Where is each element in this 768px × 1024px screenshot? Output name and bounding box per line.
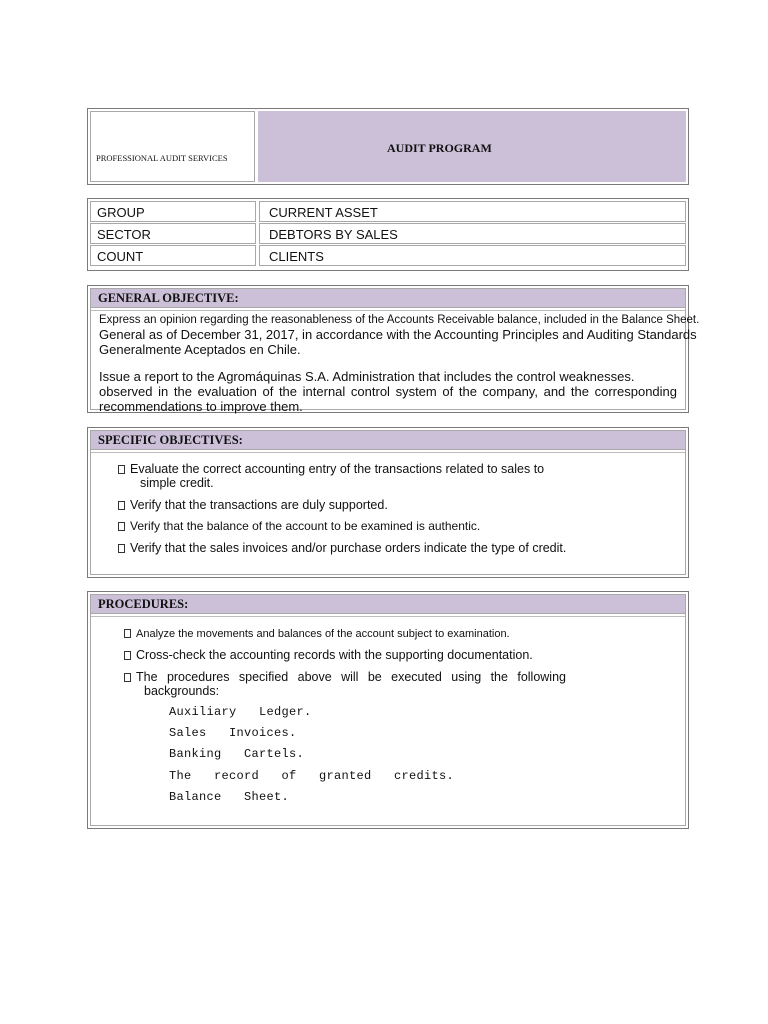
objective-text: Express an opinion regarding the reasonableness of the Accounts Receivable balance, included in the Balance Sheet.	[99, 314, 700, 326]
objective-text: Issue a report to the Agromáquinas S.A. Administration that includes the control weaknesses.	[99, 369, 635, 384]
general-objective-section	[87, 285, 700, 414]
background-item: Balance Sheet.	[169, 790, 290, 804]
company-cell	[90, 111, 255, 182]
background-item: Banking Cartels.	[169, 747, 305, 761]
section-content	[91, 452, 685, 574]
list-item: Verify that the balance of the account to be examined is authentic.	[118, 519, 480, 533]
title-cell	[258, 111, 686, 182]
info-label: GROUP	[90, 201, 256, 222]
list-item: Verify that the sales invoices and/or purchase orders indicate the type of credit.	[118, 541, 566, 555]
info-label: SECTOR	[90, 223, 256, 244]
info-row-count	[90, 245, 686, 266]
section-title: SPECIFIC OBJECTIVES:	[91, 431, 685, 450]
document-title: AUDIT PROGRAM	[387, 141, 492, 155]
info-row-group	[90, 201, 686, 222]
checkbox-square-icon	[118, 544, 125, 553]
background-item: The record of granted credits.	[169, 769, 455, 783]
objective-text: Generalmente Aceptados en Chile.	[99, 342, 301, 357]
list-item: Cross-check the accounting records with the supporting documentation.	[124, 648, 533, 662]
audit-header	[87, 108, 689, 185]
checkbox-square-icon	[118, 501, 125, 510]
objective-text: General as of December 31, 2017, in accordance with the Accounting Principles and Auditing Standards	[99, 327, 697, 342]
specific-objectives-section	[87, 427, 689, 578]
list-item: The procedures specified above will be executed using the following backgrounds:	[124, 670, 566, 698]
section-content	[91, 616, 685, 825]
info-value: CLIENTS	[259, 245, 686, 266]
list-item: Evaluate the correct accounting entry of the transactions related to sales to simple credit.	[118, 462, 573, 490]
checkbox-square-icon	[124, 629, 131, 638]
info-label: COUNT	[90, 245, 256, 266]
checkbox-square-icon	[124, 651, 131, 660]
checkbox-square-icon	[118, 465, 125, 474]
checkbox-square-icon	[124, 673, 131, 682]
info-value: CURRENT ASSET	[259, 201, 686, 222]
objective-text: observed in the evaluation of the internal control system of the company, and the corresponding	[99, 384, 677, 399]
background-item: Sales Invoices.	[169, 726, 297, 740]
objective-text: recommendations to improve them.	[99, 399, 303, 414]
section-title: PROCEDURES:	[91, 595, 685, 614]
info-row-sector	[90, 223, 686, 244]
info-value: DEBTORS BY SALES	[259, 223, 686, 244]
list-item: Analyze the movements and balances of the account subject to examination.	[124, 627, 510, 641]
section-title: GENERAL OBJECTIVE:	[91, 289, 685, 308]
background-item: Auxiliary Ledger.	[169, 705, 312, 719]
section-content	[91, 310, 700, 414]
procedures-section	[87, 591, 689, 829]
checkbox-square-icon	[118, 522, 125, 531]
list-item: Verify that the transactions are duly supported.	[118, 498, 388, 512]
company-name: PROFESSIONAL AUDIT SERVICES	[96, 153, 228, 163]
info-table	[87, 198, 689, 271]
